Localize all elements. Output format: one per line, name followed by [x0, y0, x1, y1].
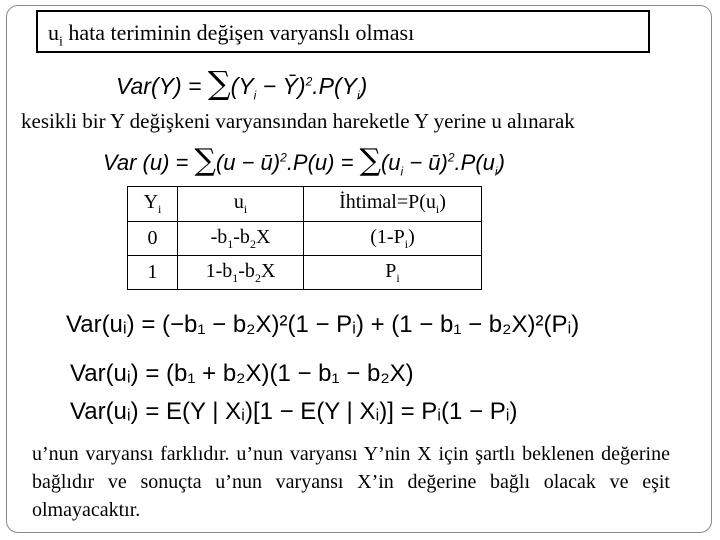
header-yi: $Y_i$	[128, 187, 178, 222]
title-text: hata teriminin değişen varyanslı olması	[62, 20, 415, 45]
table-cell: $1-b_1-b_2X$	[178, 256, 304, 290]
header-probability: $İhtimal=P(u_i)$	[304, 187, 482, 222]
table-cell: 0	[128, 222, 178, 256]
slide-title	[36, 10, 650, 53]
header-ui: $u_i$	[178, 187, 304, 222]
table-row	[128, 256, 482, 290]
table-cell: $-b_1-b_2X$	[178, 222, 304, 256]
intro-text: kesikli bir Y değişkeni varyansından hareketle Y yerine u alınarak	[21, 109, 575, 133]
table-cell: $(1-P_i)$	[304, 222, 482, 256]
variance-formula-simplified: Var(uᵢ) = (b₁ + b₂X)(1 − b₁ − b₂X)	[70, 360, 414, 387]
variance-formula-y: $Var(Y) = \sum(Y_i$ − $Ȳ)^2.P(Y_i)$	[116, 64, 368, 103]
variance-formula-u: Var (u) = ∑(u − ū)$^2$.P(u) = $\sum(u_i$ − $ū)^2.P(u_i)$	[103, 143, 505, 179]
variance-formula-conditional: Var(uᵢ) = E(Y | Xᵢ)[1 − E(Y | Xᵢ)] = Pᵢ(1 − Pᵢ)	[70, 398, 518, 425]
table-row	[128, 222, 482, 256]
title-subscript: i	[59, 34, 63, 50]
table-cell: $P_i$	[304, 256, 482, 290]
table-cell: 1	[128, 256, 178, 290]
table-header-row	[128, 187, 482, 222]
probability-table	[127, 186, 482, 290]
variance-formula-expanded: Var(uᵢ) = (−b₁ − b₂X)²(1 − Pᵢ) + (1 − b₁ − b₂X)²(Pᵢ)	[66, 311, 580, 338]
title-u: u	[48, 20, 59, 45]
conclusion-paragraph: u’nun varyansı farklıdır. u’nun varyansı Y’nin X için şartlı beklenen değerine bağlıdır ve sonuçta u’nun varyansı X’in değerine bağlı olacak ve eşit olmayacaktır.	[32, 443, 670, 521]
